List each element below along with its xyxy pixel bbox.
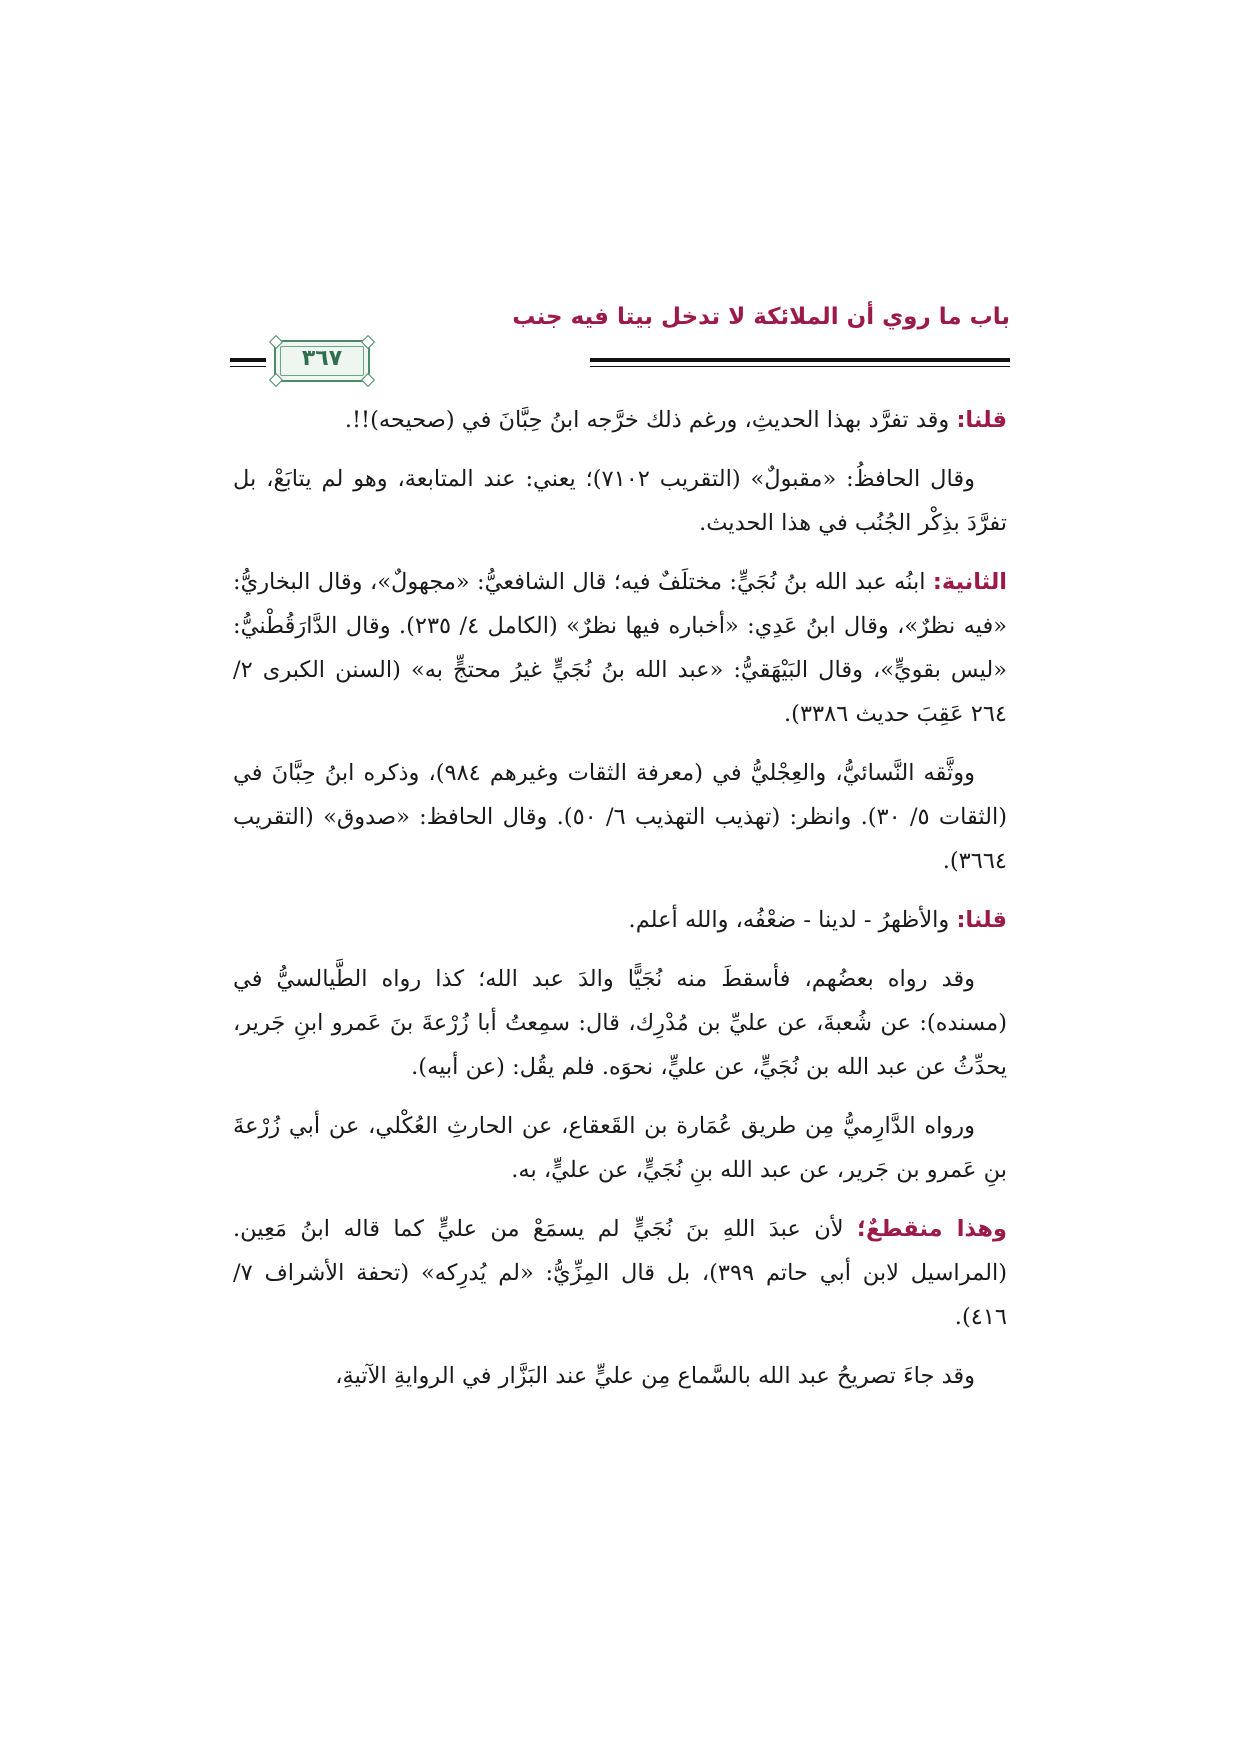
paragraph-9 [233, 1354, 1007, 1398]
running-header [230, 300, 1010, 380]
page-body [233, 398, 1007, 1413]
frame-ornament-icon [269, 373, 283, 387]
header-rule-thick [590, 358, 1010, 362]
page-number-frame [274, 340, 370, 382]
header-rule-thin [590, 366, 1010, 367]
paragraph-3 [233, 560, 1007, 736]
paragraph-text: والأظهرُ - لدينا - ضعْفُه، والله أعلم. [628, 907, 957, 933]
paragraph-text: وقد جاءَ تصريحُ عبد الله بالسَّماع مِن عليٍّ عند البَزَّار في الروايةِ الآتيةِ، [335, 1363, 975, 1389]
paragraph-8 [233, 1207, 1007, 1339]
paragraph-7 [233, 1104, 1007, 1192]
page-number: ٣٦٧ [301, 346, 343, 371]
paragraph-text: ورواه الدَّارِميُّ مِن طريق عُمَارة بن القَعقاع، عن الحارثِ العُكْلي، عن أبي زُرْعةَ بنِ عَمرو بن جَرير، عن عبد الله بنِ نُجَيٍّ، عن عليٍّ، به. [233, 1113, 1007, 1183]
paragraph-1 [233, 398, 1007, 442]
header-rule-left-thin [230, 366, 266, 367]
paragraph-2 [233, 457, 1007, 545]
paragraph-text: لأن عبدَ اللهِ بنَ نُجَيٍّ لم يسمَعْ من عليٍّ كما قاله ابنُ مَعِين. (المراسيل لابن أبي حاتم ٣٩٩)، بل قال المِزِّيُّ: «لم يُدرِكه» (تحفة الأشراف ٧/ ٤١٦). [233, 1216, 1007, 1330]
paragraph-lead: قلنا: [956, 907, 1007, 933]
paragraph-text: وقال الحافظُ: «مقبولٌ» (التقريب ٧١٠٢)؛ يعني: عند المتابعة، وهو لم يتابَعْ، بل تفرَّدَ بذِكْر الجُنُب في هذا الحديث. [233, 466, 1007, 536]
header-rule-left-thick [230, 358, 266, 362]
paragraph-lead: الثانية: [932, 569, 1007, 595]
paragraph-text: وقد رواه بعضُهم، فأسقطَ منه نُجَيًّا والدَ عبد الله؛ كذا رواه الطَّيالسيُّ في (مسنده): عن شُعبةَ، عن عليِّ بن مُدْرِك، قال: سمِعتُ أبا زُرْعةَ بنَ عَمرو ابنِ جَرير، يحدِّثُ عن عبد الله بن نُجَيٍّ، عن عليٍّ، نحوَه. فلم يقُل: (عن أبيه). [233, 966, 1007, 1080]
paragraph-text: ووثَّقه النَّسائيُّ، والعِجْليُّ في (معرفة الثقات وغيرهم ٩٨٤)، وذكره ابنُ حِبَّانَ في (الثقات ٥/ ٣٠). وانظر: (تهذيب التهذيب ٦/ ٥٠). وقال الحافظ: «صدوق» (التقريب ٣٦٦٤). [233, 760, 1007, 874]
paragraph-5 [233, 898, 1007, 942]
paragraph-6 [233, 957, 1007, 1089]
paragraph-lead: وهذا منقطعٌ؛ [857, 1216, 1007, 1242]
paragraph-text: وقد تفرَّد بهذا الحديثِ، ورغم ذلك خرَّجه ابنُ حِبَّانَ في (صحيحه)!!. [344, 407, 957, 433]
paragraph-text: ابنُه عبد الله بنُ نُجَيٍّ: مختلَفٌ فيه؛ قال الشافعيُّ: «مجهولٌ»، وقال البخاريُّ: «فيه نظرٌ»، وقال ابنُ عَدِي: «أخباره فيها نظرٌ» (الكامل ٤/ ٢٣٥). وقال الدَّارَقُطْنيُّ: «ليس بقويٍّ»، وقال البَيْهَقيُّ: «عبد الله بنُ نُجَيٍّ غيرُ محتجٍّ به» (السنن الكبرى ٢/ ٢٦٤ عَقِبَ حديث ٣٣٨٦). [233, 569, 1008, 727]
paragraph-lead: قلنا: [956, 407, 1007, 433]
chapter-title: باب ما روي أن الملائكة لا تدخل بيتا فيه جنب [512, 304, 1010, 330]
frame-ornament-icon [361, 373, 375, 387]
paragraph-4 [233, 751, 1007, 883]
